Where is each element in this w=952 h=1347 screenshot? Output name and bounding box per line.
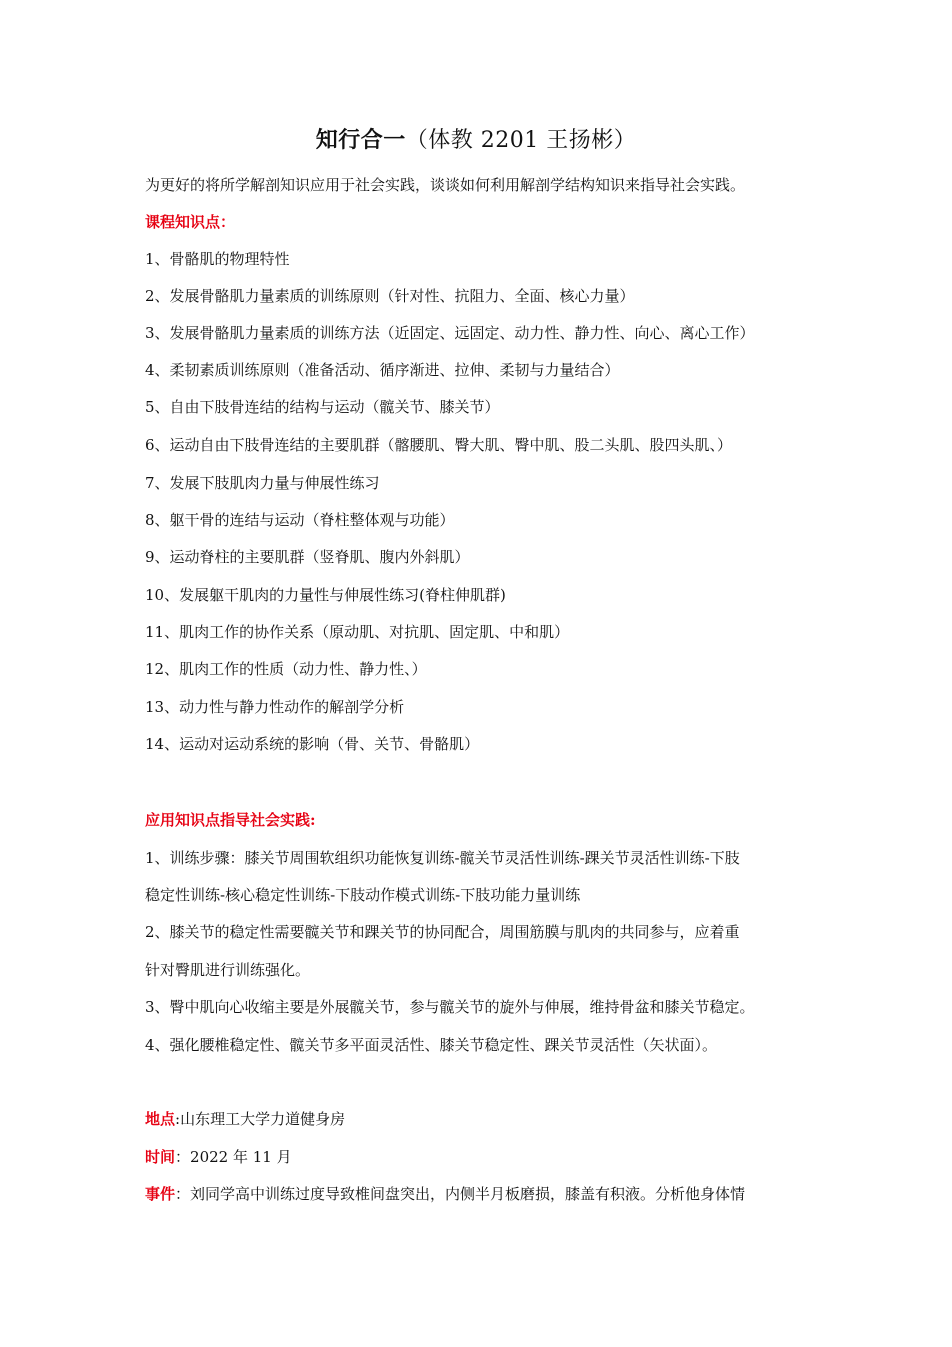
course-item: 4、柔韧素质训练原则（准备活动、循序渐进、拉伸、柔韧与力量结合）	[145, 361, 620, 379]
course-item: 5、自由下肢骨连结的结构与运动（髋关节、膝关节）	[145, 398, 500, 416]
practice-line: 4、强化腰椎稳定性、髋关节多平面灵活性、膝关节稳定性、踝关节灵活性（矢状面）。	[145, 1036, 718, 1054]
location-sep: :	[175, 1110, 181, 1128]
location-line	[145, 1107, 345, 1131]
practice-line: 3、臀中肌向心收缩主要是外展髋关节，参与髋关节的旋外与伸展，维持骨盆和膝关节稳定。	[145, 998, 755, 1016]
course-item: 9、运动脊柱的主要肌群（竖脊肌、腹内外斜肌）	[145, 548, 470, 566]
course-item: 13、动力性与静力性动作的解剖学分析	[145, 698, 405, 716]
course-item: 2、发展骨骼肌力量素质的训练原则（针对性、抗阻力、全面、核心力量）	[145, 287, 635, 305]
practice-heading-colon: :	[310, 811, 316, 829]
practice-heading	[145, 808, 316, 832]
course-item: 8、躯干骨的连结与运动（脊柱整体观与功能）	[145, 511, 455, 529]
intro-paragraph: 为更好的将所学解剖知识应用于社会实践，谈谈如何利用解剖学结构知识来指导社会实践。	[145, 176, 746, 194]
title-main: 知行合一	[315, 127, 406, 153]
time-sep: ：	[175, 1148, 191, 1166]
course-item: 10、发展躯干肌肉的力量性与伸展性练习(脊柱伸肌群)	[145, 586, 506, 604]
course-heading-text: 课程知识点	[145, 213, 221, 231]
course-item: 6、运动自由下肢骨连结的主要肌群（髂腰肌、臀大肌、臀中肌、股二头肌、股四头肌、）	[145, 436, 733, 454]
course-item: 3、发展骨骼肌力量素质的训练方法（近固定、远固定、动力性、静力性、向心、离心工作）	[145, 324, 755, 342]
time-line	[145, 1145, 292, 1169]
course-item: 14、运动对运动系统的影响（骨、关节、骨骼肌）	[145, 735, 480, 753]
time-label: 时间	[145, 1148, 176, 1166]
title-author: （体教 2201 王扬彬）	[405, 128, 637, 153]
course-heading	[145, 210, 235, 234]
event-sep: ：	[175, 1185, 191, 1203]
location-value: 山东理工大学力道健身房	[180, 1110, 346, 1128]
location-label: 地点	[145, 1110, 176, 1128]
event-label: 事件	[145, 1185, 176, 1203]
course-item: 7、发展下肢肌肉力量与伸展性练习	[145, 474, 380, 492]
time-value: 2022 年 11 月	[190, 1148, 292, 1166]
document-title	[0, 122, 952, 159]
practice-line: 稳定性训练-核心稳定性训练-下肢动作模式训练-下肢功能力量训练	[145, 886, 581, 904]
practice-line: 针对臀肌进行训练强化。	[145, 961, 311, 979]
practice-line: 1、训练步骤：膝关节周围软组织功能恢复训练-髋关节灵活性训练-踝关节灵活性训练-下肢	[145, 849, 740, 867]
course-heading-colon: ：	[220, 213, 236, 231]
course-item: 12、肌肉工作的性质（动力性、静力性、）	[145, 660, 427, 678]
event-line	[145, 1182, 745, 1206]
practice-heading-text: 应用知识点指导社会实践	[145, 811, 311, 829]
practice-line: 2、膝关节的稳定性需要髋关节和踝关节的协同配合，周围筋膜与肌肉的共同参与，应着重	[145, 923, 740, 941]
event-value: 刘同学高中训练过度导致椎间盘突出，内侧半月板磨损，膝盖有积液。分析他身体情	[190, 1185, 746, 1203]
course-item: 1、骨骼肌的物理特性	[145, 250, 290, 268]
course-item: 11、肌肉工作的协作关系（原动肌、对抗肌、固定肌、中和肌）	[145, 623, 570, 641]
